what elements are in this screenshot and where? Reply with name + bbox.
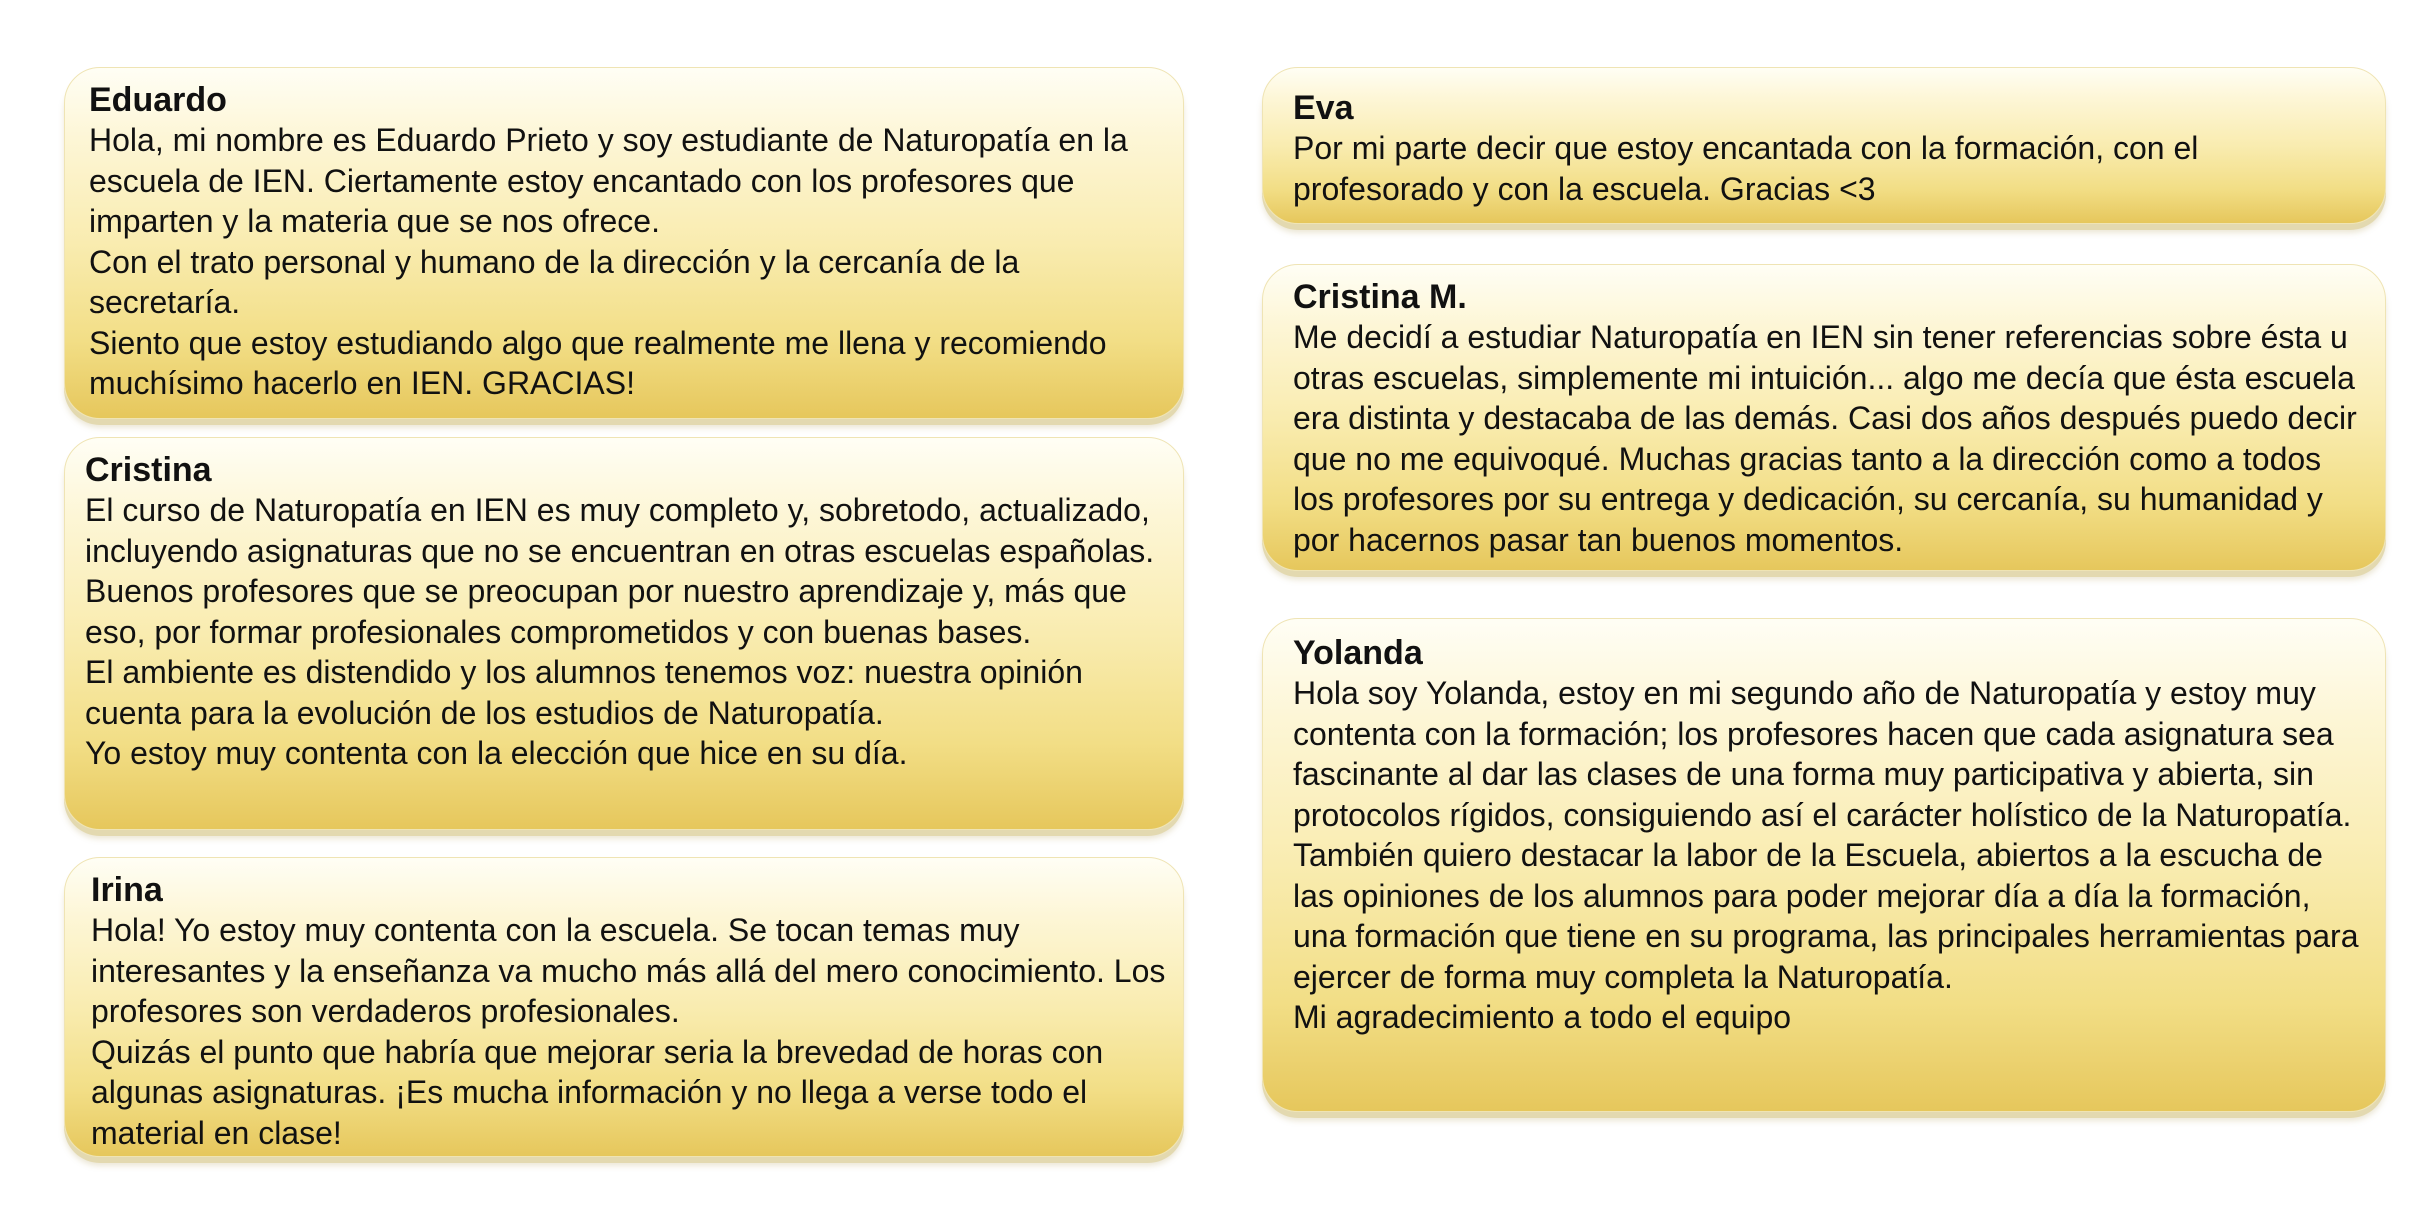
testimonial-card-eduardo (64, 67, 1184, 419)
testimonial-paragraph: Me decidí a estudiar Naturopatía en IEN sin tener referencias sobre ésta u otras escuelas, simplemente mi intuición... algo me decía que ésta escuela era distinta y destacaba de las demás. Casi dos años después puedo decir que no me equivoqué. Muchas gracias tanto a la dirección como a todos los profesores por su entrega y dedicación, su cercanía, su humanidad y por hacernos pasar tan buenos momentos. (1293, 319, 2357, 558)
testimonial-name: Cristina M. (1293, 278, 1467, 316)
testimonial-card-eva (1262, 67, 2386, 224)
testimonial-paragraph: Quizás el punto que habría que mejorar seria la brevedad de horas con algunas asignaturas. ¡Es mucha información y no llega a verse todo el material en clase! (91, 1033, 1104, 1151)
testimonial-paragraph: También quiero destacar la labor de la Escuela, abiertos a la escucha de las opiniones de los alumnos para poder mejorar día a día la formación, una formación que tiene en su programa, las principales herramientas para ejercer de forma muy completa la Naturopatía. (1293, 837, 2359, 995)
testimonial-paragraph: El curso de Naturopatía en IEN es muy completo y, sobretodo, actualizado, incluyendo asignaturas que no se encuentran en otras escuelas españolas. (85, 492, 1155, 569)
testimonial-paragraph: Siento que estoy estudiando algo que realmente me llena y recomiendo muchísimo hacerlo en IEN. GRACIAS! (89, 324, 1107, 401)
testimonial-paragraph: Por mi parte decir que estoy encantada con la formación, con el profesorado y con la escuela. Gracias <3 (1293, 130, 2199, 207)
testimonial-card-irina (64, 857, 1184, 1157)
testimonial-paragraph: Buenos profesores que se preocupan por nuestro aprendizaje y, más que eso, por formar profesionales comprometidos y con buenas bases. (85, 573, 1127, 650)
testimonial-name: Cristina (85, 451, 212, 489)
testimonial-card-cristina-m (1262, 264, 2386, 571)
testimonial-name: Eva (1293, 89, 1354, 127)
testimonial-paragraph: Hola, mi nombre es Eduardo Prieto y soy estudiante de Naturopatía en la escuela de IEN. Ciertamente estoy encantado con los profesores que imparten y la materia que se nos ofrece. (89, 122, 1128, 239)
testimonial-paragraph: Mi agradecimiento a todo el equipo (1293, 999, 1792, 1035)
testimonial-paragraph: Hola soy Yolanda, estoy en mi segundo año de Naturopatía y estoy muy contenta con la formación; los profesores hacen que cada asignatura sea fascinante al dar las clases de una forma muy participativa y abierta, sin protocolos rígidos, consiguiendo así el carácter holístico de la Naturopatía. (1293, 675, 2352, 833)
testimonial-name: Irina (91, 871, 163, 909)
testimonial-paragraph: Yo estoy muy contenta con la elección que hice en su día. (85, 735, 908, 771)
testimonial-paragraph: Hola! Yo estoy muy contenta con la escuela. Se tocan temas muy interesantes y la enseñanza va mucho más allá del mero conocimiento. Los profesores son verdaderos profesionales. (91, 912, 1166, 1029)
testimonial-paragraph: El ambiente es distendido y los alumnos tenemos voz: nuestra opinión cuenta para la evolución de los estudios de Naturopatía. (85, 654, 1083, 731)
testimonial-name: Yolanda (1293, 634, 1423, 672)
testimonial-name: Eduardo (89, 81, 227, 119)
testimonial-paragraph: Con el trato personal y humano de la dirección y la cercanía de la secretaría. (89, 243, 1020, 320)
testimonial-card-cristina (64, 437, 1184, 830)
testimonial-card-yolanda (1262, 618, 2386, 1112)
